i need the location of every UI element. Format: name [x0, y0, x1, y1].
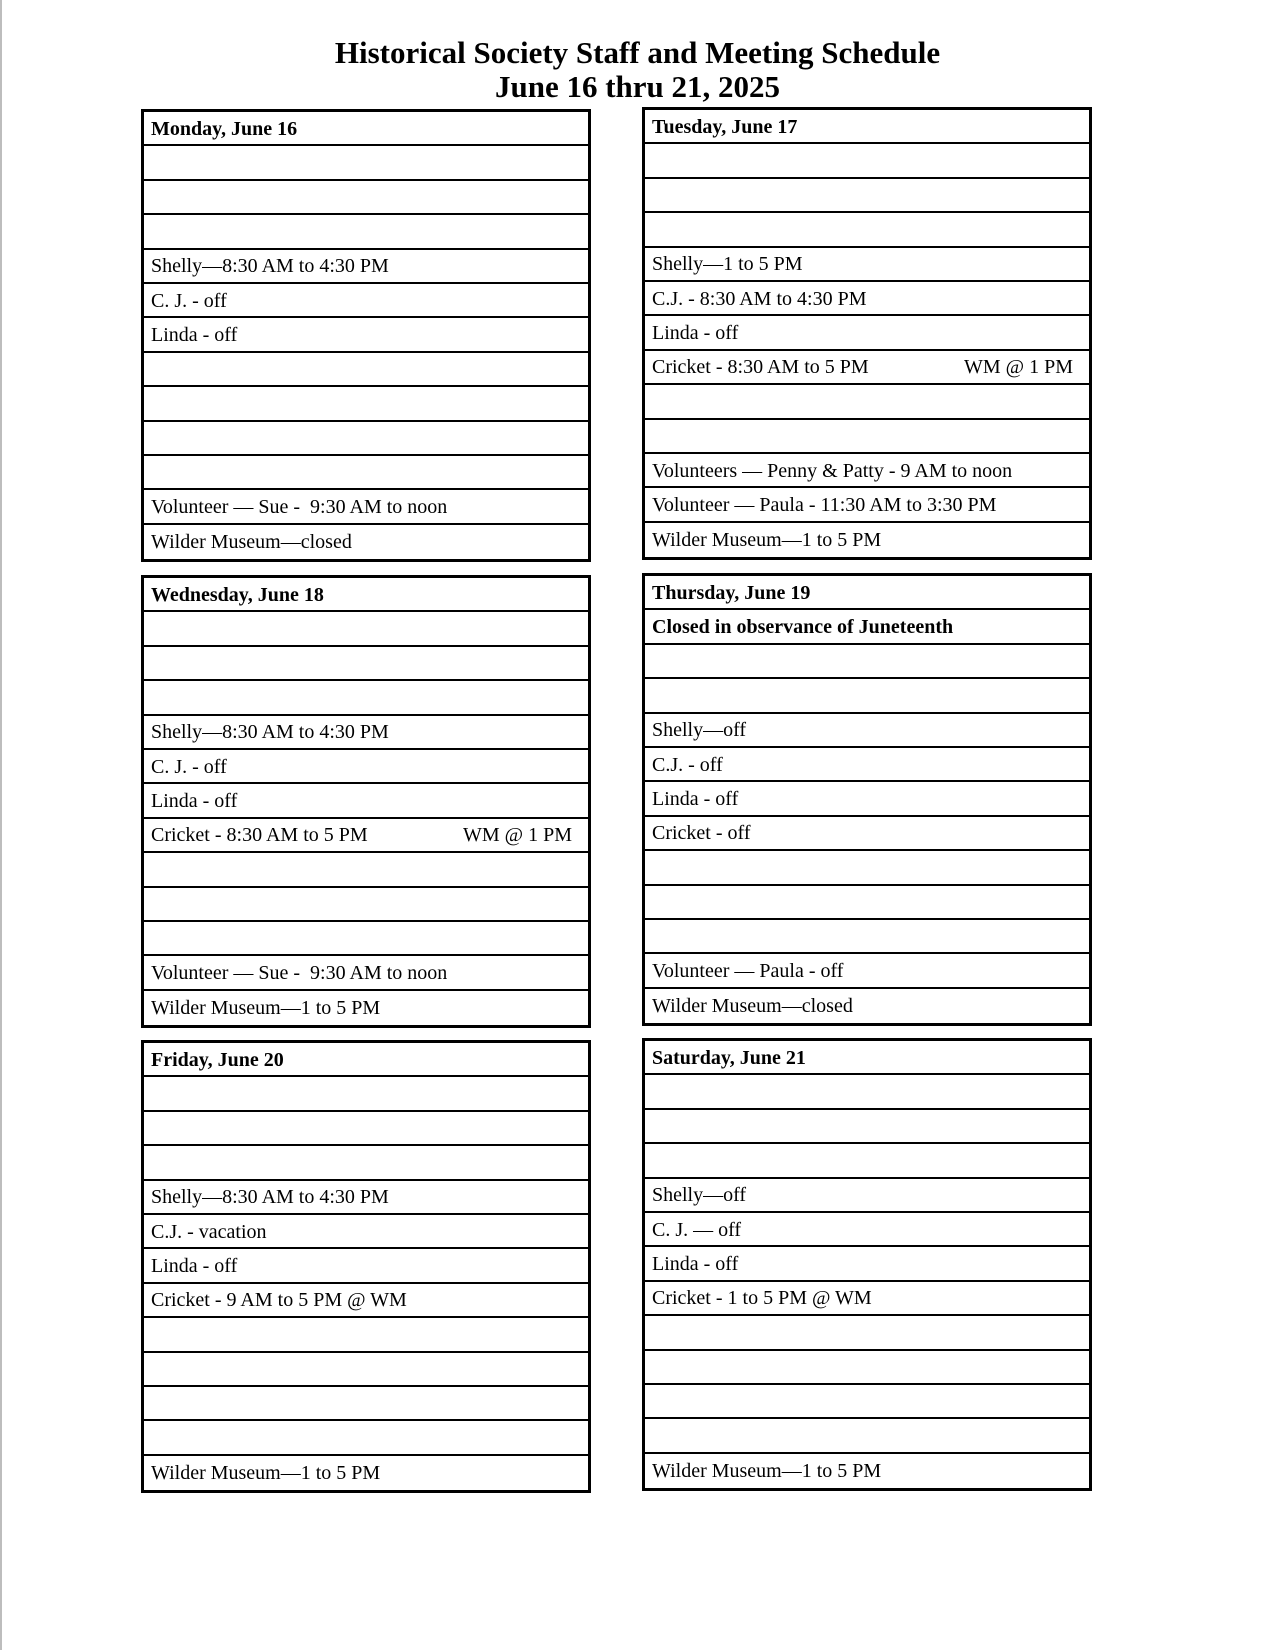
schedule-row — [645, 1419, 1089, 1453]
schedule-entry: Shelly—8:30 AM to 4:30 PM — [151, 1186, 389, 1209]
schedule-row — [144, 181, 588, 215]
schedule-note: WM @ 1 PM — [964, 356, 1073, 379]
day-box-wednesday — [141, 575, 591, 1028]
schedule-row — [144, 853, 588, 887]
schedule-row — [144, 681, 588, 715]
schedule-entry: C.J. - 8:30 AM to 4:30 PM — [652, 287, 867, 310]
day-heading-text: Wednesday, June 18 — [151, 583, 324, 606]
schedule-row — [645, 179, 1089, 213]
schedule-row — [144, 1387, 588, 1421]
schedule-row — [144, 750, 588, 784]
schedule-row — [645, 645, 1089, 679]
day-box-friday — [141, 1040, 591, 1493]
schedule-row — [144, 1215, 588, 1249]
schedule-row — [144, 991, 588, 1025]
schedule-entry: Volunteer — Paula - off — [652, 959, 844, 982]
schedule-row — [645, 1213, 1089, 1247]
schedule-entry: Wilder Museum—closed — [151, 531, 352, 554]
schedule-entry: Linda - off — [151, 324, 238, 347]
schedule-row — [144, 922, 588, 956]
schedule-row — [144, 215, 588, 249]
schedule-entry: C. J. — off — [652, 1218, 742, 1241]
schedule-row — [144, 612, 588, 646]
day-heading-text: Saturday, June 21 — [652, 1046, 806, 1069]
schedule-entry: Shelly—1 to 5 PM — [652, 253, 803, 276]
schedule-row — [144, 784, 588, 818]
schedule-row — [645, 679, 1089, 713]
schedule-row — [144, 1318, 588, 1352]
schedule-row — [645, 248, 1089, 282]
day-heading — [645, 1041, 1089, 1075]
schedule-row — [645, 420, 1089, 454]
schedule-row — [645, 1144, 1089, 1178]
schedule-row — [144, 353, 588, 387]
schedule-row — [645, 610, 1089, 644]
schedule-row — [144, 318, 588, 352]
schedule-row — [144, 1421, 588, 1455]
schedule-row — [144, 525, 588, 559]
schedule-row — [144, 956, 588, 990]
day-heading-text: Monday, June 16 — [151, 117, 298, 140]
schedule-entry: Wilder Museum—1 to 5 PM — [652, 529, 882, 552]
day-heading — [645, 110, 1089, 144]
schedule-entry: Wilder Museum—1 to 5 PM — [151, 1462, 381, 1485]
schedule-row — [144, 1353, 588, 1387]
schedule-entry: C. J. - off — [151, 755, 227, 778]
schedule-row — [645, 144, 1089, 178]
schedule-entry: Shelly—8:30 AM to 4:30 PM — [151, 721, 389, 744]
schedule-row — [645, 954, 1089, 988]
schedule-entry: Shelly—off — [652, 719, 747, 742]
schedule-row — [144, 1284, 588, 1318]
schedule-row — [144, 1249, 588, 1283]
schedule-entry: C.J. - off — [652, 753, 723, 776]
schedule-row — [645, 213, 1089, 247]
schedule-row — [144, 647, 588, 681]
schedule-row — [144, 456, 588, 490]
day-heading — [144, 578, 588, 612]
schedule-entry: Cricket - 1 to 5 PM @ WM — [652, 1287, 872, 1310]
schedule-row — [144, 490, 588, 524]
schedule-entry: Cricket - 8:30 AM to 5 PM — [652, 356, 869, 379]
schedule-entry: Cricket - 9 AM to 5 PM @ WM — [151, 1289, 407, 1312]
schedule-note: WM @ 1 PM — [463, 824, 572, 847]
schedule-row — [144, 250, 588, 284]
schedule-row — [645, 851, 1089, 885]
day-box-tuesday — [642, 107, 1092, 560]
schedule-entry: Volunteer — Paula - 11:30 AM to 3:30 PM — [652, 493, 997, 516]
schedule-entry: Shelly—8:30 AM to 4:30 PM — [151, 255, 389, 278]
page-edge-rule — [0, 0, 2, 1650]
schedule-row — [645, 886, 1089, 920]
schedule-entry: C.J. - vacation — [151, 1220, 267, 1243]
schedule-row — [645, 385, 1089, 419]
schedule-row — [645, 1316, 1089, 1350]
schedule-row — [645, 714, 1089, 748]
day-box-monday — [141, 109, 591, 562]
day-heading-text: Thursday, June 19 — [652, 581, 811, 604]
day-heading — [144, 112, 588, 146]
schedule-row — [645, 351, 1089, 385]
schedule-row — [645, 488, 1089, 522]
schedule-entry: Cricket - off — [652, 822, 751, 845]
schedule-row — [144, 1181, 588, 1215]
schedule-row — [144, 1112, 588, 1146]
schedule-row — [144, 819, 588, 853]
schedule-row — [144, 284, 588, 318]
day-box-thursday — [642, 573, 1092, 1026]
day-heading — [645, 576, 1089, 610]
schedule-row — [144, 1146, 588, 1180]
schedule-row — [645, 1179, 1089, 1213]
schedule-row — [144, 1456, 588, 1490]
day-heading-text: Friday, June 20 — [151, 1048, 284, 1071]
schedule-entry: Volunteer — Sue - 9:30 AM to noon — [151, 961, 448, 984]
schedule-row — [144, 1077, 588, 1111]
schedule-row — [645, 1385, 1089, 1419]
schedule-row — [645, 1351, 1089, 1385]
schedule-row — [645, 1282, 1089, 1316]
schedule-row — [645, 1110, 1089, 1144]
day-box-saturday — [642, 1038, 1092, 1491]
schedule-entry: Closed in observance of Juneteenth — [652, 616, 954, 639]
schedule-entry: Linda - off — [652, 1253, 739, 1276]
schedule-row — [645, 454, 1089, 488]
schedule-row — [645, 523, 1089, 557]
schedule-entry: Shelly—off — [652, 1184, 747, 1207]
schedule-row — [144, 716, 588, 750]
schedule-entry: Linda - off — [151, 1255, 238, 1278]
schedule-row — [645, 1454, 1089, 1488]
schedule-row — [645, 748, 1089, 782]
schedule-entry: C. J. - off — [151, 289, 227, 312]
schedule-entry: Linda - off — [151, 790, 238, 813]
schedule-entry: Wilder Museum—closed — [652, 995, 853, 1018]
schedule-row — [645, 316, 1089, 350]
schedule-entry: Wilder Museum—1 to 5 PM — [652, 1460, 882, 1483]
page-subtitle-dates: June 16 thru 21, 2025 — [494, 69, 781, 104]
schedule-entry: Linda - off — [652, 322, 739, 345]
schedule-entry: Volunteer — Sue - 9:30 AM to noon — [151, 495, 448, 518]
schedule-row — [144, 146, 588, 180]
schedule-entry: Linda - off — [652, 788, 739, 811]
schedule-row — [645, 920, 1089, 954]
schedule-row — [645, 1075, 1089, 1109]
schedule-row — [645, 282, 1089, 316]
day-heading-text: Tuesday, June 17 — [652, 115, 798, 138]
page-title: Historical Society Staff and Meeting Schedule — [334, 35, 941, 70]
day-heading — [144, 1043, 588, 1077]
schedule-row — [645, 782, 1089, 816]
schedule-row — [645, 989, 1089, 1023]
schedule-row — [144, 387, 588, 421]
schedule-row — [645, 1247, 1089, 1281]
schedule-entry: Volunteers — Penny & Patty - 9 AM to noon — [652, 459, 1013, 482]
schedule-row — [144, 888, 588, 922]
schedule-row — [144, 422, 588, 456]
schedule-entry: Wilder Museum—1 to 5 PM — [151, 997, 381, 1020]
schedule-entry: Cricket - 8:30 AM to 5 PM — [151, 824, 368, 847]
schedule-row — [645, 817, 1089, 851]
